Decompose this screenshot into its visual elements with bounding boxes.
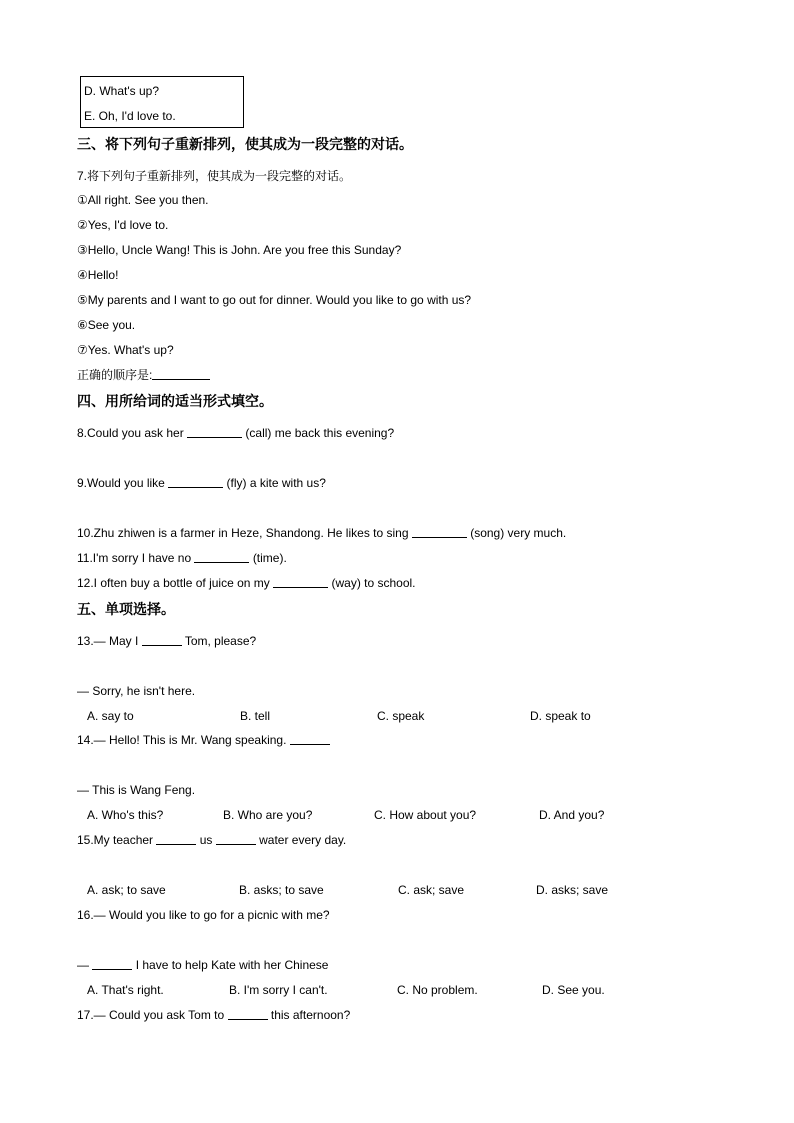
q10-hint: (song) very much. [470,526,567,540]
q9-hint: (fly) a kite with us? [226,476,326,490]
q16-blank[interactable] [92,957,132,970]
sentence-3: ③Hello, Uncle Wang! This is John. Are you free this Sunday? [77,243,402,257]
q14-option-d[interactable]: D. And you? [539,808,605,822]
sentence-6: ⑥See you. [77,318,136,332]
q16-option-d[interactable]: D. See you. [542,983,605,997]
q16-option-b[interactable]: B. I'm sorry I can't. [229,983,328,997]
q12 [77,575,416,591]
q8-text: 8.Could you ask her [77,426,184,440]
sentence-4: ④Hello! [77,268,119,282]
q13-option-a[interactable]: A. say to [87,709,134,723]
q15-blank-1[interactable] [156,832,196,845]
order-blank[interactable] [152,367,210,380]
q14-reply: — This is Wang Feng. [77,783,196,797]
q12-text: 12.I often buy a bottle of juice on my [77,576,270,590]
q8-hint: (call) me back this evening? [245,426,395,440]
q15 [77,832,346,848]
order-label: 正确的顺序是: [77,368,153,382]
q14-text: 14.— Hello! This is Mr. Wang speaking. [77,733,287,747]
section5-heading: 五、单项选择。 [77,601,175,617]
q15-option-b[interactable]: B. asks; to save [239,883,324,897]
order-answer-line [77,367,210,383]
q12-blank[interactable] [273,575,328,588]
q9 [77,475,326,491]
q13-option-b[interactable]: B. tell [240,709,271,723]
section3-heading: 三、将下列句子重新排列，使其成为一段完整的对话。 [77,136,413,152]
q16-option-c[interactable]: C. No problem. [397,983,478,997]
q12-hint: (way) to school. [331,576,416,590]
q7-prompt: 7.将下列句子重新排列，使其成为一段完整的对话。 [77,169,352,183]
q13-text: 13.— May I [77,634,139,648]
option-d: D. What's up? [84,84,159,98]
option-e: E. Oh, I'd love to. [84,109,176,123]
q16-reply-dash: — [77,958,89,972]
q17-blank[interactable] [228,1007,268,1020]
q15-text-mid: us [199,833,213,847]
options-box [80,76,244,128]
q16-reply-text: I have to help Kate with her Chinese [135,958,329,972]
q15-option-a[interactable]: A. ask; to save [87,883,166,897]
sentence-5: ⑤My parents and I want to go out for dinner. Would you like to go with us? [77,293,472,307]
q14 [77,732,330,748]
q11-blank[interactable] [194,550,249,563]
q16-reply [77,957,328,973]
q11-text: 11.I'm sorry I have no [77,551,192,565]
q11 [77,550,287,566]
q10 [77,525,566,541]
q13 [77,633,256,649]
q11-hint: (time). [252,551,287,565]
q17 [77,1007,350,1023]
q8-blank[interactable] [187,425,242,438]
q13-blank[interactable] [142,633,182,646]
q15-option-c[interactable]: C. ask; save [398,883,465,897]
q8 [77,425,394,441]
q13-reply: — Sorry, he isn't here. [77,684,196,698]
q13-option-d[interactable]: D. speak to [530,709,591,723]
q9-blank[interactable] [168,475,223,488]
q14-option-c[interactable]: C. How about you? [374,808,477,822]
q17-text: 17.— Could you ask Tom to [77,1008,225,1022]
q16: 16.— Would you like to go for a picnic with me? [77,908,330,922]
q10-text: 10.Zhu zhiwen is a farmer in Heze, Shandong. He likes to sing [77,526,409,540]
sentence-7: ⑦Yes. What's up? [77,343,174,357]
q15-blank-2[interactable] [216,832,256,845]
q13-option-c[interactable]: C. speak [377,709,425,723]
q14-option-a[interactable]: A. Who's this? [87,808,164,822]
sentence-2: ②Yes, I'd love to. [77,218,169,232]
sentence-1: ①All right. See you then. [77,193,209,207]
section4-heading: 四、用所给词的适当形式填空。 [77,393,273,409]
q14-blank[interactable] [290,732,330,745]
q10-blank[interactable] [412,525,467,538]
q15-option-d[interactable]: D. asks; save [536,883,609,897]
q16-option-a[interactable]: A. That's right. [87,983,164,997]
q15-text-end: water every day. [259,833,347,847]
q14-option-b[interactable]: B. Who are you? [223,808,313,822]
q17-text-end: this afternoon? [270,1008,351,1022]
q15-text: 15.My teacher [77,833,154,847]
q13-text-end: Tom, please? [184,634,257,648]
q9-text: 9.Would you like [77,476,165,490]
